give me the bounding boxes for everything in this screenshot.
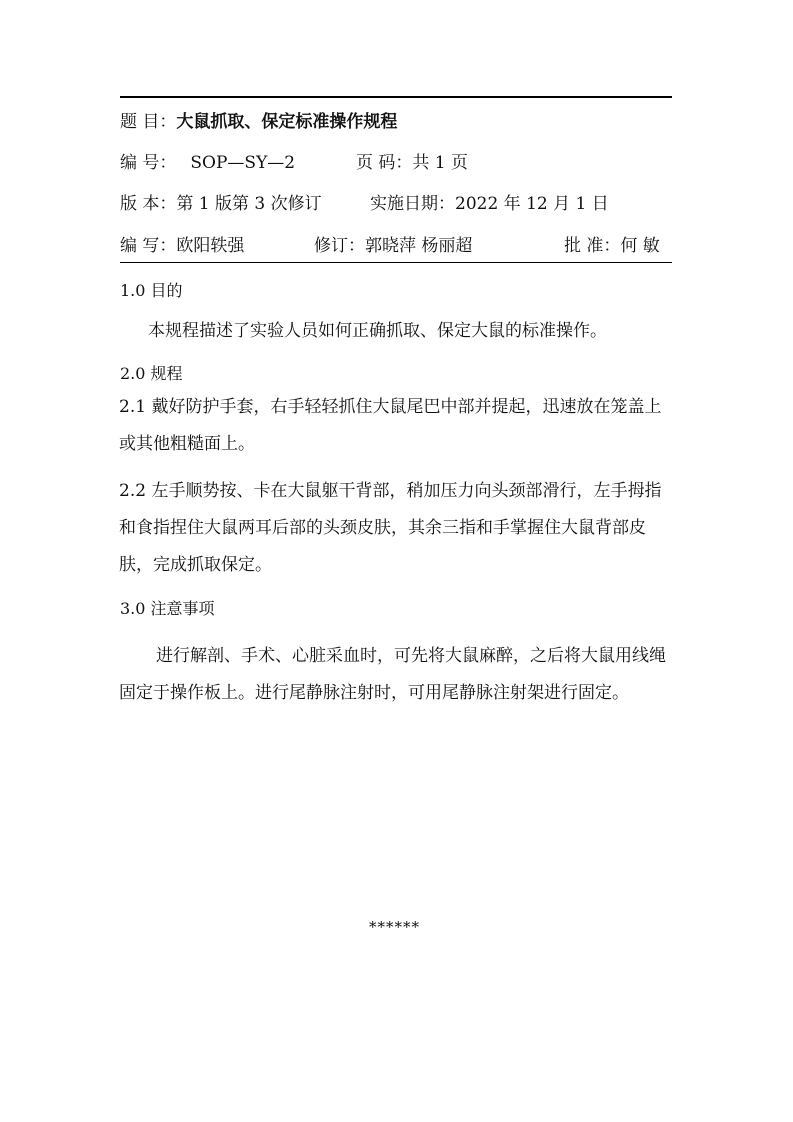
effective-date-row [370,193,609,215]
notes-heading: 3.0 注意事项 [120,599,215,618]
approval-row [564,235,660,257]
title-label: 题 目： [120,112,177,132]
page-label: 页 码： [356,153,413,173]
revision-row [314,235,472,257]
author-value: 欧阳轶强 [176,236,245,256]
version-value: 第 1 版第 3 次修订 [176,194,322,214]
document-title: 大鼠抓取、保定标准操作规程 [176,112,398,132]
version-row [120,193,322,215]
version-label: 版 本： [120,194,177,214]
revision-label: 修订： [314,236,365,256]
notes-paragraph: 进行解剖、手术、心脏采血时，可先将大鼠麻醉，之后将大鼠用线绳固定于操作板上。进行尾静脉注射时，可用尾静脉注射架进行固定。 [119,646,666,703]
header-bottom-rule [120,262,672,263]
approve-label: 批 准： [564,236,621,256]
header-top-rule [120,96,672,98]
page-count-row [356,152,468,174]
author-label: 编 写： [120,236,177,256]
step-2-1: 2.1 戴好防护手套，右手轻轻抓住大鼠尾巴中部并提起，迅速放在笼盖上或其他粗糙面上。 [119,397,662,454]
title-row [120,111,397,133]
step-2-2: 2.2 左手顺势按、卡在大鼠躯干背部，稍加压力向头颈部滑行，左手拇指和食指捏住大鼠两耳后部的头颈皮肤，其余三指和手掌握住大鼠背部皮肤，完成抓取保定。 [119,481,662,575]
code-row [120,152,295,174]
purpose-paragraph: 本规程描述了实验人员如何正确抓取、保定大鼠的标准操作。 [148,321,607,341]
page-value: 共 1 页 [412,153,469,173]
code-value: SOP—SY—2 [190,153,296,173]
end-mark: ****** [369,918,420,936]
code-label: 编 号： [120,153,177,173]
author-row [120,235,244,257]
approve-value: 何 敏 [620,236,660,256]
date-value: 2022 年 12 月 1 日 [455,194,609,214]
procedure-heading: 2.0 规程 [120,364,183,383]
purpose-heading: 1.0 目的 [120,281,183,300]
revision-value: 郭晓萍 杨丽超 [365,236,473,256]
date-label: 实施日期： [370,194,455,214]
